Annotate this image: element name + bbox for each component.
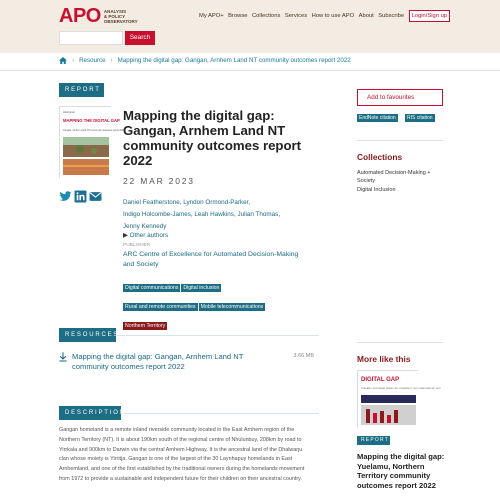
nav-services[interactable]: Services — [284, 13, 308, 19]
other-authors-label: Other authors — [129, 232, 169, 239]
tag-rural-remote[interactable]: Rural and remote communities — [125, 304, 196, 310]
ris-citation-button[interactable]: RIS citation — [407, 115, 433, 121]
author-link[interactable]: Daniel Featherstone — [123, 199, 180, 206]
breadcrumb-current: Mapping the digital gap: Gangan, Arnhem Land NT community outcomes report 2022 — [117, 57, 351, 64]
breadcrumb — [59, 57, 351, 64]
nav-collections[interactable]: Collections — [252, 13, 281, 19]
search-button[interactable]: Search — [125, 31, 155, 45]
related-cover-subtitle: YUELAMU, NORTHERN TERRITORY COMMUNITY OUTCOMES REPORT 2022 — [361, 388, 441, 390]
other-authors-toggle[interactable] — [123, 232, 168, 239]
related-report-thumbnail[interactable] — [357, 370, 441, 427]
publisher-link[interactable]: ARC Centre of Excellence for Automated Decision-Making and Society — [123, 251, 299, 268]
site-header — [0, 0, 500, 53]
collection-item-digital-inclusion[interactable]: Digital Inclusion — [357, 187, 396, 193]
breadcrumb-separator: › — [72, 57, 75, 64]
cover-title: MAPPING THE DIGITAL GAP — [63, 118, 120, 123]
download-icon[interactable] — [59, 352, 67, 362]
related-report-type-label: REPORT — [357, 436, 390, 445]
apo-logo[interactable] — [59, 6, 138, 26]
sidebar-divider — [357, 140, 443, 141]
description-text: Gangan homeland is a remote inland riverside community located in the East Arnhem region of the Northern Territory (NT). It is about 190km south of the regional centre of Nhulunbuy, 208km by road to Yirrkala and 900km to Darwin via the central Arnhem Highway. It is the ancestral land of the Dhalwaŋu clan whose moiety is Yirritja. Gangan is one of the largest of the 30 Laynhapuy homelands in East Arnhemland, and one of the first established by the traditional owners during the homelands movement from 1972 to provide a sustainable and independent future for their children on their ancestral country. — [59, 427, 305, 482]
author-link[interactable]: Julian Thomas — [237, 211, 279, 218]
resource-file-size: 3.66 MB — [293, 353, 314, 359]
report-cover-image — [60, 107, 125, 179]
divider — [0, 70, 500, 71]
report-thumbnail[interactable] — [59, 106, 125, 178]
twitter-icon[interactable] — [59, 190, 72, 203]
nav-subscribe[interactable]: Subscribe — [378, 13, 405, 19]
add-to-favourites-button[interactable]: Add to favourites — [357, 89, 443, 106]
nav-browse[interactable]: Browse — [228, 13, 248, 19]
login-button[interactable]: Login/Sign up — [409, 10, 450, 22]
more-like-this-heading: More like this — [357, 354, 411, 364]
publisher-label: PUBLISHER — [123, 243, 151, 248]
cover-subtitle: Gangan, Arnhem Land NT community outcomes report 2022 — [63, 130, 125, 132]
breadcrumb-resource[interactable]: Resource — [79, 57, 106, 64]
logo-subtitle: ANALYSIS & POLICY OBSERVATORY — [103, 8, 138, 24]
description-label: DESCRIPTION — [59, 406, 121, 420]
author-link[interactable]: Leah Hawkins — [194, 211, 234, 218]
sidebar-divider — [357, 342, 443, 343]
collections-heading: Collections — [357, 152, 403, 162]
report-type-label: REPORT — [59, 83, 104, 97]
nav-about[interactable]: About — [358, 13, 374, 19]
breadcrumb-separator: › — [110, 57, 113, 64]
author-link[interactable]: Indigo Holcombe-James — [123, 211, 191, 218]
collection-item-admplus[interactable]: Automated Decision-Making + Society — [357, 170, 431, 184]
author-link[interactable]: Jenny Kennedy — [123, 223, 167, 230]
caret-right-icon: ▶ — [123, 232, 128, 239]
email-icon[interactable] — [89, 190, 102, 203]
home-icon[interactable] — [59, 57, 67, 64]
resource-download-link[interactable]: Mapping the digital gap: Gangan, Arnhem Land NT community outcomes report 2022 — [72, 352, 244, 371]
tag-digital-communications[interactable]: Digital communications — [125, 285, 179, 291]
related-report-title[interactable]: Mapping the digital gap: Yuelamu, Northern Territory community outcomes report 2022 — [357, 452, 445, 490]
publication-date: 22 MAR 2023 — [123, 176, 195, 186]
share-links — [59, 190, 102, 203]
related-cover-title: DIGITAL GAP — [361, 377, 400, 383]
linkedin-icon[interactable] — [74, 190, 87, 203]
tag-northern-territory[interactable]: Northern Territory — [125, 323, 166, 329]
report-title: Mapping the digital gap: Gangan, Arnhem Land NT community outcomes report 2022 — [123, 108, 302, 168]
author-link[interactable]: Lyndon Ormond-Parker — [183, 199, 249, 206]
endnote-citation-button[interactable]: EndNote citation — [359, 115, 396, 121]
tag-digital-inclusion[interactable]: Digital inclusion — [183, 285, 220, 291]
nav-my-apo[interactable]: My APO+ — [199, 13, 224, 19]
nav-how-to-use[interactable]: How to use APO — [311, 13, 355, 19]
search-input[interactable] — [59, 31, 123, 45]
author-list: Daniel Featherstone, Lyndon Ormond-Parker, Indigo Holcombe-James, Leah Hawkins, Julian Thomas, Jenny Kennedy — [123, 199, 281, 230]
logo-text: APO — [59, 5, 101, 27]
resources-label: RESOURCES — [59, 328, 116, 342]
cover-header-text: Aboriginal — [63, 111, 75, 114]
main-nav — [199, 10, 450, 22]
tag-list — [123, 276, 293, 333]
related-cover-image — [358, 371, 441, 428]
tag-mobile-telecommunications[interactable]: Mobile telecommunications — [200, 304, 264, 310]
